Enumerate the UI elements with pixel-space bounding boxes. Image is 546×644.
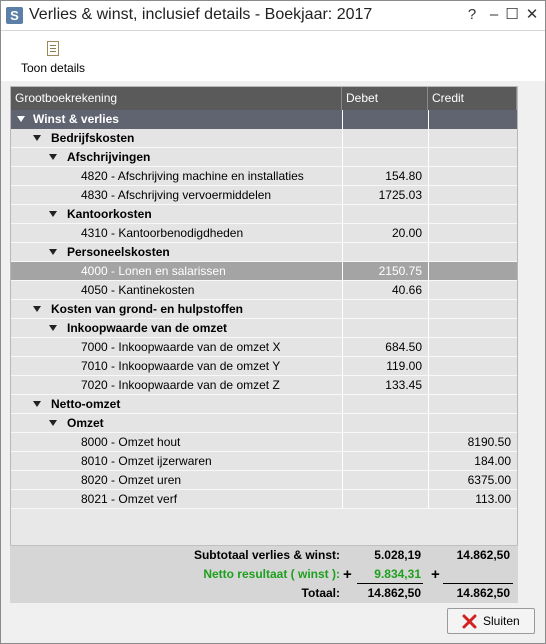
row-credit: 113.00 [428, 490, 517, 509]
tree-root-row[interactable] [11, 110, 517, 129]
row-debet [342, 129, 428, 148]
account-row[interactable] [11, 452, 517, 471]
account-row[interactable] [11, 357, 517, 376]
row-debet: 133.45 [342, 376, 428, 395]
row-label: 8020 - Omzet uren [11, 471, 342, 490]
row-credit [428, 262, 517, 281]
group-row[interactable] [11, 129, 517, 148]
net-result-label: Netto resultaat ( winst ): [203, 567, 340, 581]
row-label: 4050 - Kantinekosten [11, 281, 342, 300]
column-header-account[interactable]: Grootboekrekening [11, 87, 342, 110]
group-row[interactable] [11, 148, 517, 167]
row-credit: 8190.50 [428, 433, 517, 452]
row-label: Netto-omzet [11, 395, 342, 414]
row-label: 4310 - Kantoorbenodigdheden [11, 224, 342, 243]
row-credit [428, 110, 517, 129]
row-debet [342, 148, 428, 167]
row-credit [428, 224, 517, 243]
row-label: 4830 - Afschrijving vervoermiddelen [11, 186, 342, 205]
total-credit: 14.862,50 [456, 586, 510, 600]
row-debet: 2150.75 [342, 262, 428, 281]
plus-sign-debet: + [343, 566, 352, 583]
row-debet [342, 452, 428, 471]
expand-triangle-icon[interactable] [49, 420, 57, 426]
account-row[interactable] [11, 471, 517, 490]
group-row[interactable] [11, 205, 517, 224]
account-row[interactable] [11, 490, 517, 509]
group-row[interactable] [11, 300, 517, 319]
row-credit [428, 167, 517, 186]
row-label: 8000 - Omzet hout [11, 433, 342, 452]
ledger-grid[interactable] [10, 86, 518, 603]
title-bar[interactable] [1, 1, 545, 31]
row-label: 7010 - Inkoopwaarde van de omzet Y [11, 357, 342, 376]
account-row[interactable] [11, 186, 517, 205]
expand-triangle-icon[interactable] [49, 211, 57, 217]
row-debet: 20.00 [342, 224, 428, 243]
grid-header [11, 87, 517, 110]
expand-triangle-icon[interactable] [17, 116, 25, 122]
expand-triangle-icon[interactable] [33, 401, 41, 407]
row-credit: 6375.00 [428, 471, 517, 490]
row-credit [428, 186, 517, 205]
row-credit [428, 300, 517, 319]
account-row[interactable] [11, 281, 517, 300]
maximize-button[interactable]: ☐ [505, 6, 519, 23]
row-label: Kosten van grond- en hulpstoffen [11, 300, 342, 319]
row-debet [342, 300, 428, 319]
total-label: Totaal: [301, 586, 340, 600]
row-credit [428, 148, 517, 167]
row-credit [428, 414, 517, 433]
row-credit [428, 376, 517, 395]
expand-triangle-icon[interactable] [49, 249, 57, 255]
close-red-x-icon [462, 614, 477, 629]
row-label: Kantoorkosten [11, 205, 342, 224]
expand-triangle-icon[interactable] [49, 325, 57, 331]
row-label: Inkoopwaarde van de omzet [11, 319, 342, 338]
row-credit [428, 205, 517, 224]
row-debet [342, 110, 428, 129]
account-row[interactable] [11, 262, 517, 281]
close-button-label: Sluiten [483, 614, 520, 628]
row-credit: 184.00 [428, 452, 517, 471]
plus-sign-credit: + [431, 566, 440, 583]
show-details-label: Toon details [21, 61, 86, 75]
total-debet: 14.862,50 [367, 586, 421, 600]
app-logo-icon: S [6, 7, 23, 24]
subtotal-credit: 14.862,50 [456, 548, 510, 562]
toolbar [1, 31, 545, 81]
row-label: 8010 - Omzet ijzerwaren [11, 452, 342, 471]
expand-triangle-icon[interactable] [49, 154, 57, 160]
row-debet: 154.80 [342, 167, 428, 186]
row-label: 4820 - Afschrijving machine en installaties [11, 167, 342, 186]
row-debet: 40.66 [342, 281, 428, 300]
row-debet [342, 433, 428, 452]
show-details-button[interactable] [17, 37, 91, 77]
account-row[interactable] [11, 376, 517, 395]
column-header-debet[interactable]: Debet [342, 87, 428, 110]
row-label: Bedrijfskosten [11, 129, 342, 148]
row-debet: 1725.03 [342, 186, 428, 205]
row-label: Omzet [11, 414, 342, 433]
net-result-row [10, 565, 518, 584]
account-row[interactable] [11, 433, 517, 452]
row-debet [342, 319, 428, 338]
row-debet [342, 490, 428, 509]
row-credit [428, 243, 517, 262]
total-row [10, 584, 518, 603]
group-row[interactable] [11, 243, 517, 262]
row-label: 4000 - Lonen en salarissen [11, 262, 342, 281]
row-debet [342, 243, 428, 262]
subtotal-label: Subtotaal verlies & winst: [193, 548, 340, 562]
row-label: 7020 - Inkoopwaarde van de omzet Z [11, 376, 342, 395]
row-debet [342, 414, 428, 433]
row-debet [342, 471, 428, 490]
expand-triangle-icon[interactable] [33, 306, 41, 312]
row-debet: 684.50 [342, 338, 428, 357]
row-debet [342, 205, 428, 224]
subtotal-debet: 5.028,19 [374, 548, 421, 562]
help-button[interactable]: ? [467, 6, 477, 23]
row-debet: 119.00 [342, 357, 428, 376]
window-title: Verlies & winst, inclusief details - Boekjaar: 2017 [29, 6, 373, 23]
document-icon [47, 41, 59, 56]
group-row[interactable] [11, 395, 517, 414]
row-label: Afschrijvingen [11, 148, 342, 167]
row-credit [428, 319, 517, 338]
expand-triangle-icon[interactable] [33, 135, 41, 141]
account-row[interactable] [11, 338, 517, 357]
group-row[interactable] [11, 414, 517, 433]
row-credit [428, 338, 517, 357]
account-row[interactable] [11, 167, 517, 186]
group-row[interactable] [11, 319, 517, 338]
net-result-debet: 9.834,31 [374, 567, 421, 581]
row-credit [428, 357, 517, 376]
row-credit [428, 395, 517, 414]
column-header-credit[interactable]: Credit [428, 87, 517, 110]
row-label: Winst & verlies [33, 112, 119, 126]
close-window-button[interactable]: ✕ [525, 6, 539, 23]
row-credit [428, 281, 517, 300]
account-row[interactable] [11, 224, 517, 243]
row-label: Personeelskosten [11, 243, 342, 262]
row-credit [428, 129, 517, 148]
summary-panel [10, 545, 518, 603]
row-debet [342, 395, 428, 414]
minimize-button[interactable]: – [489, 6, 499, 23]
subtotal-row [10, 546, 518, 565]
row-label: 8021 - Omzet verf [11, 490, 342, 509]
close-button[interactable] [447, 608, 535, 634]
row-label: 7000 - Inkoopwaarde van de omzet X [11, 338, 342, 357]
